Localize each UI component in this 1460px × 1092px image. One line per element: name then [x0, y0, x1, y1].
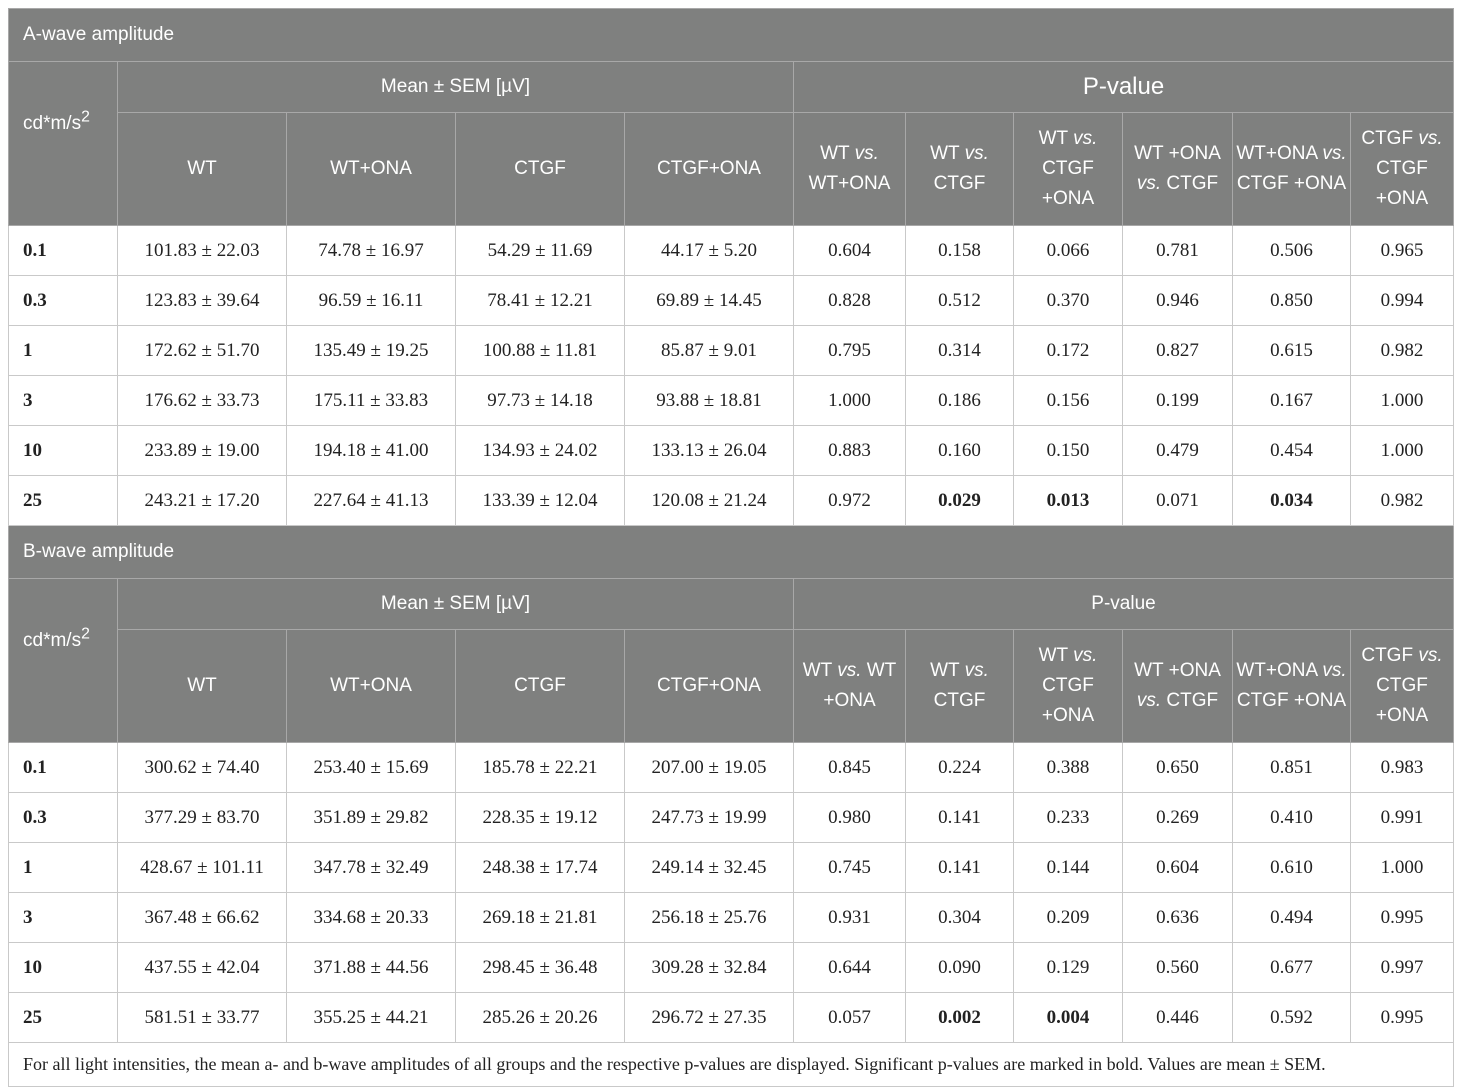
table-row	[9, 743, 1454, 793]
comparison-header	[794, 630, 906, 743]
p-value-cell: 0.512	[906, 276, 1014, 326]
mean-cell: 437.55 ± 42.04	[118, 943, 287, 993]
p-value-cell: 0.269	[1123, 793, 1233, 843]
mean-cell: 175.11 ± 33.83	[287, 376, 456, 426]
comparison-vs: vs.	[1073, 645, 1098, 666]
group-header: WT	[118, 630, 287, 743]
p-value-cell: 0.410	[1233, 793, 1351, 843]
section-title: B-wave amplitude	[9, 526, 1454, 579]
p-value-cell: 0.506	[1233, 226, 1351, 276]
p-value-cell: 0.972	[794, 476, 906, 526]
comparison-right: CTGF +ONA	[1041, 158, 1095, 209]
mean-cell: 176.62 ± 33.73	[118, 376, 287, 426]
mean-cell: 249.14 ± 32.45	[625, 843, 794, 893]
comparison-left: WT+ONA	[1236, 660, 1323, 681]
mean-cell: 185.78 ± 22.21	[456, 743, 625, 793]
p-value-header: P-value	[794, 62, 1454, 113]
mean-cell: 248.38 ± 17.74	[456, 843, 625, 893]
comparison-right: WT +ONA	[823, 660, 897, 711]
p-value-cell: 0.636	[1123, 893, 1233, 943]
p-value-cell: 0.980	[794, 793, 906, 843]
intensity-cell: 1	[9, 843, 118, 893]
p-value-cell: 0.931	[794, 893, 906, 943]
comparison-header	[906, 630, 1014, 743]
p-value-cell: 0.004	[1014, 993, 1123, 1043]
comparison-vs: vs.	[1418, 645, 1443, 666]
mean-cell: 93.88 ± 18.81	[625, 376, 794, 426]
comparison-left: WT	[1038, 645, 1074, 666]
p-value-cell: 1.000	[1351, 376, 1454, 426]
header-row-groups	[9, 579, 1454, 630]
p-value-cell: 0.029	[906, 476, 1014, 526]
header-row-columns	[9, 630, 1454, 743]
p-value-cell: 0.610	[1233, 843, 1351, 893]
group-header: WT+ONA	[287, 113, 456, 226]
comparison-header	[1014, 630, 1123, 743]
comparison-left: CTGF	[1361, 645, 1419, 666]
mean-cell: 228.35 ± 19.12	[456, 793, 625, 843]
mean-cell: 351.89 ± 29.82	[287, 793, 456, 843]
mean-cell: 69.89 ± 14.45	[625, 276, 794, 326]
unit-header	[9, 579, 118, 743]
comparison-header	[1123, 113, 1233, 226]
mean-sem-header: Mean ± SEM [µV]	[118, 62, 794, 113]
intensity-cell: 10	[9, 426, 118, 476]
table-row	[9, 793, 1454, 843]
mean-cell: 269.18 ± 21.81	[456, 893, 625, 943]
p-value-header: P-value	[794, 579, 1454, 630]
mean-cell: 367.48 ± 66.62	[118, 893, 287, 943]
comparison-vs: vs.	[964, 660, 989, 681]
comparison-left: WT+ONA	[1236, 143, 1323, 164]
p-value-cell: 0.845	[794, 743, 906, 793]
section-title-row	[9, 526, 1454, 579]
mean-cell: 300.62 ± 74.40	[118, 743, 287, 793]
p-value-cell: 0.995	[1351, 993, 1454, 1043]
p-value-cell: 0.160	[906, 426, 1014, 476]
comparison-header	[1351, 630, 1454, 743]
intensity-cell: 0.1	[9, 743, 118, 793]
p-value-cell: 0.850	[1233, 276, 1351, 326]
p-value-cell: 1.000	[1351, 843, 1454, 893]
intensity-cell: 10	[9, 943, 118, 993]
p-value-cell: 0.650	[1123, 743, 1233, 793]
section-title: A-wave amplitude	[9, 9, 1454, 62]
mean-cell: 371.88 ± 44.56	[287, 943, 456, 993]
unit-label-wrap	[23, 108, 90, 134]
mean-cell: 243.21 ± 17.20	[118, 476, 287, 526]
erg-amplitude-table	[8, 8, 1454, 1087]
comparison-vs: vs.	[1418, 128, 1443, 149]
p-value-cell: 1.000	[794, 376, 906, 426]
p-value-cell: 0.156	[1014, 376, 1123, 426]
mean-cell: 74.78 ± 16.97	[287, 226, 456, 276]
mean-cell: 355.25 ± 44.21	[287, 993, 456, 1043]
intensity-cell: 3	[9, 376, 118, 426]
unit-label: cd*m/s	[23, 112, 82, 134]
p-value-cell: 0.494	[1233, 893, 1351, 943]
p-value-cell: 0.983	[1351, 743, 1454, 793]
p-value-cell: 0.167	[1233, 376, 1351, 426]
p-value-cell: 0.997	[1351, 943, 1454, 993]
intensity-cell: 25	[9, 993, 118, 1043]
section-title-row	[9, 9, 1454, 62]
p-value-cell: 0.560	[1123, 943, 1233, 993]
comparison-right: WT+ONA	[808, 173, 891, 194]
p-value-cell: 0.090	[906, 943, 1014, 993]
mean-cell: 347.78 ± 32.49	[287, 843, 456, 893]
comparison-vs: vs.	[1322, 143, 1347, 164]
mean-cell: 135.49 ± 19.25	[287, 326, 456, 376]
comparison-vs: vs.	[1136, 173, 1162, 194]
mean-cell: 334.68 ± 20.33	[287, 893, 456, 943]
intensity-cell: 0.3	[9, 276, 118, 326]
mean-cell: 172.62 ± 51.70	[118, 326, 287, 376]
p-value-cell: 0.851	[1233, 743, 1351, 793]
comparison-right: CTGF	[933, 173, 986, 194]
table-row	[9, 226, 1454, 276]
table-container	[8, 8, 1453, 1087]
table-row	[9, 376, 1454, 426]
p-value-cell: 0.233	[1014, 793, 1123, 843]
p-value-cell: 0.994	[1351, 276, 1454, 326]
comparison-header	[1351, 113, 1454, 226]
intensity-cell: 0.1	[9, 226, 118, 276]
mean-cell: 233.89 ± 19.00	[118, 426, 287, 476]
mean-cell: 207.00 ± 19.05	[625, 743, 794, 793]
p-value-cell: 0.150	[1014, 426, 1123, 476]
mean-cell: 253.40 ± 15.69	[287, 743, 456, 793]
comparison-vs: vs.	[964, 143, 989, 164]
p-value-cell: 0.071	[1123, 476, 1233, 526]
p-value-cell: 0.795	[794, 326, 906, 376]
comparison-header	[1233, 630, 1351, 743]
p-value-cell: 0.615	[1233, 326, 1351, 376]
comparison-vs: vs.	[1073, 128, 1098, 149]
mean-cell: 96.59 ± 16.11	[287, 276, 456, 326]
mean-cell: 44.17 ± 5.20	[625, 226, 794, 276]
mean-cell: 298.45 ± 36.48	[456, 943, 625, 993]
mean-cell: 285.26 ± 20.26	[456, 993, 625, 1043]
comparison-right: CTGF +ONA	[1041, 675, 1095, 726]
intensity-cell: 0.3	[9, 793, 118, 843]
comparison-right: CTGF	[933, 690, 986, 711]
comparison-left: WT	[1038, 128, 1074, 149]
comparison-header	[794, 113, 906, 226]
p-value-cell: 0.644	[794, 943, 906, 993]
p-value-cell: 0.209	[1014, 893, 1123, 943]
mean-cell: 100.88 ± 11.81	[456, 326, 625, 376]
p-value-cell: 0.304	[906, 893, 1014, 943]
p-value-cell: 0.827	[1123, 326, 1233, 376]
p-value-cell: 0.002	[906, 993, 1014, 1043]
p-value-cell: 0.158	[906, 226, 1014, 276]
mean-cell: 133.13 ± 26.04	[625, 426, 794, 476]
p-value-cell: 0.388	[1014, 743, 1123, 793]
group-header: CTGF+ONA	[625, 113, 794, 226]
comparison-left: WT	[930, 660, 965, 681]
table-row	[9, 893, 1454, 943]
table-row	[9, 426, 1454, 476]
p-value-cell: 0.057	[794, 993, 906, 1043]
table-row	[9, 993, 1454, 1043]
comparison-left: CTGF	[1361, 128, 1419, 149]
unit-label: cd*m/s	[23, 629, 82, 651]
mean-cell: 377.29 ± 83.70	[118, 793, 287, 843]
mean-sem-header: Mean ± SEM [µV]	[118, 579, 794, 630]
table-row	[9, 276, 1454, 326]
mean-cell: 78.41 ± 12.21	[456, 276, 625, 326]
comparison-vs: vs.	[1136, 690, 1162, 711]
p-value-cell: 0.199	[1123, 376, 1233, 426]
table-row	[9, 943, 1454, 993]
unit-header	[9, 62, 118, 226]
mean-cell: 194.18 ± 41.00	[287, 426, 456, 476]
comparison-right: CTGF	[1161, 690, 1219, 711]
header-row-groups	[9, 62, 1454, 113]
p-value-cell: 0.446	[1123, 993, 1233, 1043]
comparison-left: WT +ONA	[1134, 143, 1221, 164]
intensity-cell: 1	[9, 326, 118, 376]
p-value-cell: 0.982	[1351, 476, 1454, 526]
mean-cell: 309.28 ± 32.84	[625, 943, 794, 993]
p-value-cell: 0.982	[1351, 326, 1454, 376]
p-value-cell: 0.604	[794, 226, 906, 276]
p-value-cell: 0.370	[1014, 276, 1123, 326]
mean-cell: 227.64 ± 41.13	[287, 476, 456, 526]
header-row-columns	[9, 113, 1454, 226]
mean-cell: 134.93 ± 24.02	[456, 426, 625, 476]
p-value-cell: 0.186	[906, 376, 1014, 426]
group-header: WT+ONA	[287, 630, 456, 743]
unit-superscript: 2	[81, 625, 90, 643]
p-value-cell: 0.828	[794, 276, 906, 326]
group-header: CTGF	[456, 113, 625, 226]
p-value-cell: 0.883	[794, 426, 906, 476]
unit-label-wrap	[23, 625, 90, 651]
mean-cell: 296.72 ± 27.35	[625, 993, 794, 1043]
p-value-cell: 0.034	[1233, 476, 1351, 526]
p-value-cell: 0.314	[906, 326, 1014, 376]
p-value-cell: 0.066	[1014, 226, 1123, 276]
mean-cell: 97.73 ± 14.18	[456, 376, 625, 426]
group-header: CTGF	[456, 630, 625, 743]
comparison-header	[1123, 630, 1233, 743]
p-value-cell: 0.172	[1014, 326, 1123, 376]
comparison-header	[906, 113, 1014, 226]
comparison-right: CTGF +ONA	[1375, 675, 1429, 726]
comparison-vs: vs.	[854, 143, 879, 164]
p-value-cell: 0.224	[906, 743, 1014, 793]
table-row	[9, 843, 1454, 893]
p-value-cell: 1.000	[1351, 426, 1454, 476]
p-value-cell: 0.129	[1014, 943, 1123, 993]
group-header: CTGF+ONA	[625, 630, 794, 743]
p-value-cell: 0.677	[1233, 943, 1351, 993]
footnote: For all light intensities, the mean a- and b-wave amplitudes of all groups and the respective p-values are displayed. Significant p-values are marked in bold. Values are mean ± SEM.	[9, 1043, 1454, 1087]
comparison-left: WT +ONA	[1134, 660, 1221, 681]
p-value-cell: 0.604	[1123, 843, 1233, 893]
mean-cell: 101.83 ± 22.03	[118, 226, 287, 276]
comparison-header	[1233, 113, 1351, 226]
comparison-vs: vs.	[837, 660, 862, 681]
p-value-cell: 0.946	[1123, 276, 1233, 326]
comparison-right: CTGF	[1161, 173, 1219, 194]
comparison-header	[1014, 113, 1123, 226]
p-value-cell: 0.781	[1123, 226, 1233, 276]
p-value-cell: 0.141	[906, 843, 1014, 893]
mean-cell: 85.87 ± 9.01	[625, 326, 794, 376]
table-row	[9, 476, 1454, 526]
mean-cell: 123.83 ± 39.64	[118, 276, 287, 326]
p-value-cell: 0.144	[1014, 843, 1123, 893]
mean-cell: 428.67 ± 101.11	[118, 843, 287, 893]
comparison-right: CTGF +ONA	[1236, 173, 1347, 194]
footnote-row	[9, 1043, 1454, 1087]
p-value-cell: 0.479	[1123, 426, 1233, 476]
p-value-cell: 0.965	[1351, 226, 1454, 276]
p-value-cell: 0.454	[1233, 426, 1351, 476]
comparison-right: CTGF +ONA	[1236, 690, 1347, 711]
group-header: WT	[118, 113, 287, 226]
intensity-cell: 25	[9, 476, 118, 526]
p-value-cell: 0.592	[1233, 993, 1351, 1043]
mean-cell: 256.18 ± 25.76	[625, 893, 794, 943]
mean-cell: 133.39 ± 12.04	[456, 476, 625, 526]
comparison-left: WT	[820, 143, 855, 164]
mean-cell: 120.08 ± 21.24	[625, 476, 794, 526]
comparison-right: CTGF +ONA	[1375, 158, 1429, 209]
mean-cell: 581.51 ± 33.77	[118, 993, 287, 1043]
mean-cell: 54.29 ± 11.69	[456, 226, 625, 276]
comparison-vs: vs.	[1322, 660, 1347, 681]
intensity-cell: 3	[9, 893, 118, 943]
p-value-cell: 0.745	[794, 843, 906, 893]
p-value-cell: 0.141	[906, 793, 1014, 843]
mean-cell: 247.73 ± 19.99	[625, 793, 794, 843]
unit-superscript: 2	[81, 108, 90, 126]
p-value-cell: 0.013	[1014, 476, 1123, 526]
table-row	[9, 326, 1454, 376]
comparison-left: WT	[802, 660, 838, 681]
p-value-cell: 0.991	[1351, 793, 1454, 843]
p-value-cell: 0.995	[1351, 893, 1454, 943]
comparison-left: WT	[930, 143, 965, 164]
